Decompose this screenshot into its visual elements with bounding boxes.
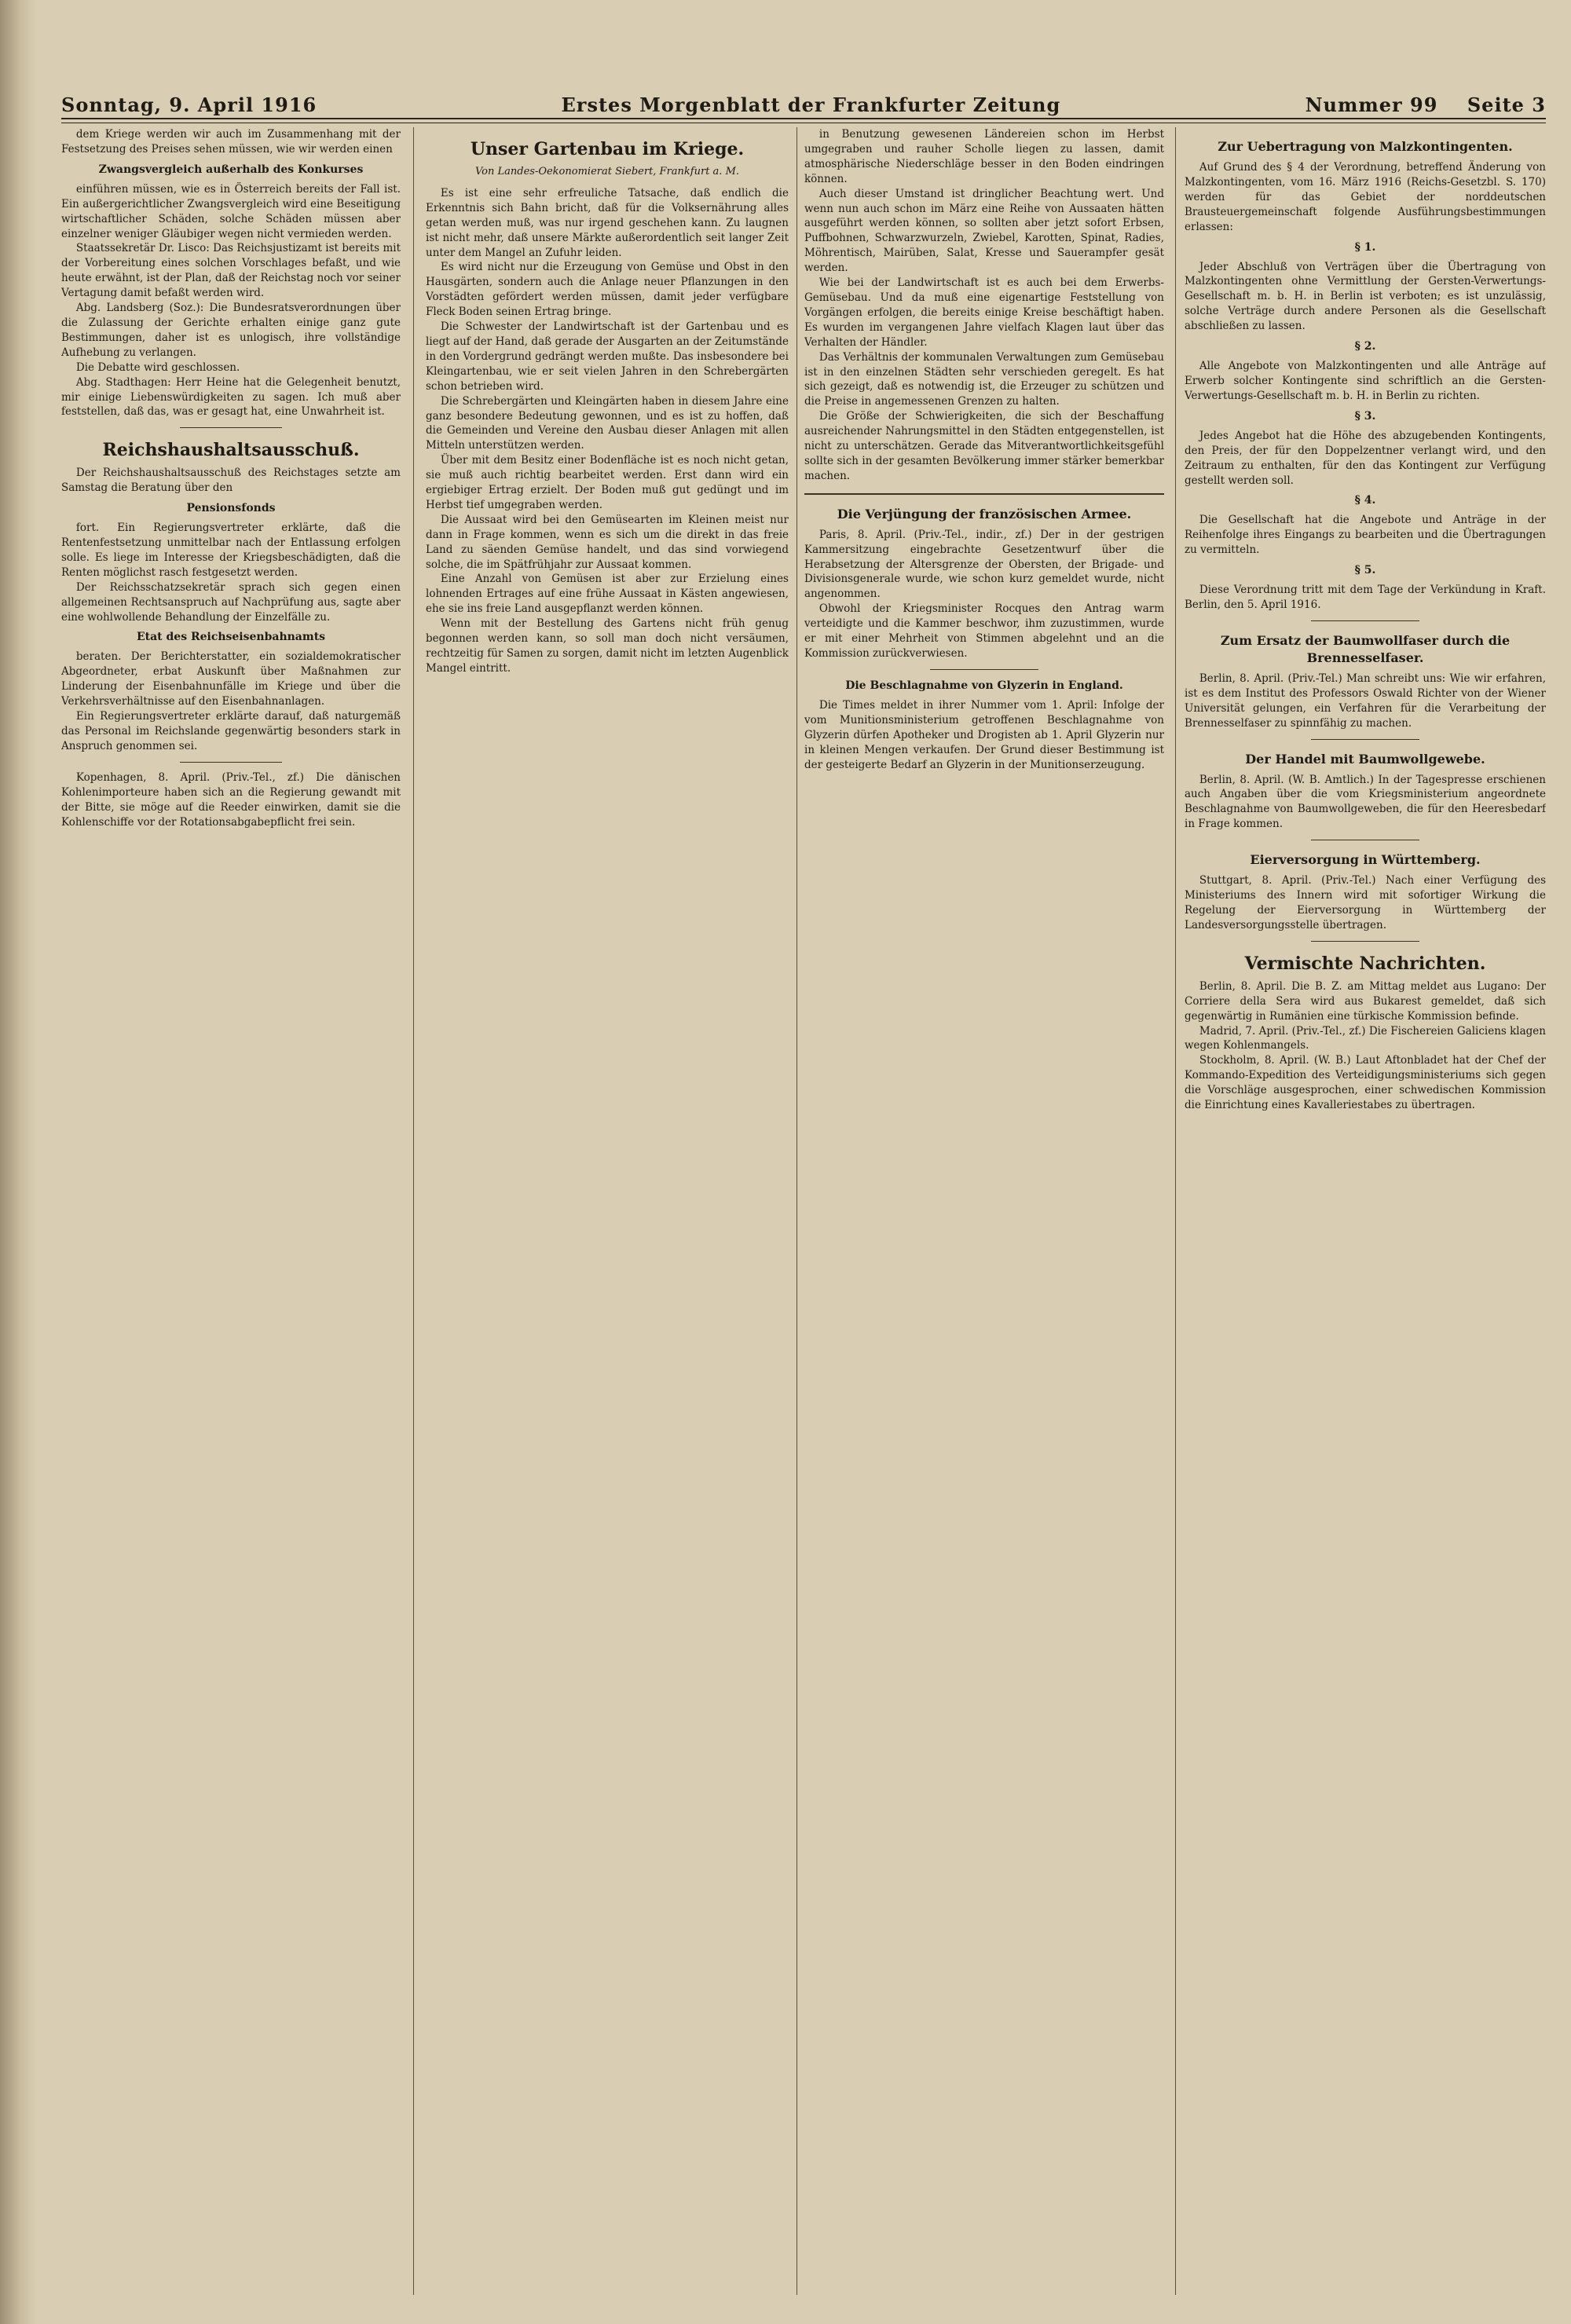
article-text: Die Größe der Schwierigkeiten, die sich der Beschaffung ausreichender Nahrungsmittel in den Städten entgegenstellen, ist nicht zu unterschätzen. Gerade das Mitverantwortlichkeitsgefühl sollte sich in der gesamten Bevölkerung immer stärker bemerkbar machen. [804, 410, 1164, 482]
article-text: beraten. Der Berichterstatter, ein sozialdemokratischer Abgeordneter, erbat Auskunft über Maßnahmen zur Linderung der Eisenbahnunfälle im Kriege und über die Verkehrsverhältnisse auf den Eisenbahnanlagen. [61, 650, 401, 708]
article-text: Auch dieser Umstand ist dringlicher Beachtung wert. Und wenn nun auch schon im März eine Reihe von Aussaaten hätten ausgeführt werden können, so sollten aber jetzt sofort Erbsen, Puffbohnen, Schwarzwurzeln, Zwiebel, Karotten, Spinat, Radies, Möhrentisch, Mairüben, Salat, Kresse und Sauerampfer gesät werden. [804, 187, 1164, 275]
article-text: Jedes Angebot hat die Höhe des abzugebenden Kontingents, den Preis, der für den Doppelzentner verlangt wird, und den Zeitraum zu enthalten, für den das Kontingent zur Verfügung gestellt werden soll. [1185, 429, 1546, 487]
article-text: Auf Grund des § 4 der Verordnung, betreffend Änderung von Malzkontingenten, vom 16. März 1916 (Reichs-Gesetzbl. S. 170) werden für das Gebiet der norddeutschen Brausteuergemeinschaft folgende Ausführungsbestimmungen erlassen: [1185, 161, 1546, 233]
article-text: Stuttgart, 8. April. (Priv.-Tel.) Nach einer Verfügung des Ministeriums des Innern wird mit sofortiger Wirkung die Regelung der Eierversorgung in Württemberg der Landesversorgungsstelle übertragen. [1185, 874, 1546, 931]
article-text: Alle Angebote von Malzkontingenten und alle Anträge auf Erwerb solcher Kontingente sind schriftlich an die Gersten-Verwertungs-Gesellschaft m. b. H. in Berlin zu richten. [1185, 360, 1546, 402]
article-headline: Die Verjüngung der französischen Armee. [837, 506, 1132, 522]
masthead-rule [61, 118, 1546, 123]
article-text: Kopenhagen, 8. April. (Priv.-Tel., zf.) Die dänischen Kohlenimporteure haben sich an die Regierung gewandt mit der Bitte, sie möge auf die Reeder einwirken, damit sie die Kohlenschiffe vor der Rotationsabgabepflicht frei sein. [61, 770, 401, 829]
column-rule [1175, 127, 1176, 2295]
article-headline: Reichshaushaltsausschuß. [102, 440, 360, 461]
article-text: Berlin, 8. April. (Priv.-Tel.) Man schreibt uns: Wie wir erfahren, ist es dem Institut des Professors Oswald Richter von der Wiener Universität gelungen, ein Verfahren für die Verarbeitung der Brennesselfaser zu spinnfähig zu machen. [1185, 672, 1546, 730]
article-text: einführen müssen, wie es in Österreich bereits der Fall ist. Ein außergerichtlicher Zwangsvergleich wird eine Beseitigung wirtschaftlicher Schäden, solche Schäden müssen aber einzelner weniger Gläubiger wegen nicht vermieden werden. [61, 182, 401, 240]
article-text: Abg. Stadthagen: Herr Heine hat die Gelegenheit benutzt, mir einige Liebenswürdigkeiten zu sagen. Ich muß aber feststellen, daß das, was er gesagt hat, eine Unwahrheit ist. [61, 375, 401, 419]
article-text: Der Reichshaushaltsausschuß des Reichstages setzte am Samstag die Beratung über den [61, 467, 401, 495]
section-heading: Zwangsvergleich außerhalb des Konkurses [98, 163, 364, 176]
article-text: Staatssekretär Dr. Lisco: Das Reichsjustizamt ist bereits mit der Vorbereitung eines solchen Vorschlages befaßt, und wie heute erwähnt, ist der Plan, daß der Reichstag noch vor seiner Vertagung damit befaßt werden wird. [61, 242, 401, 300]
paragraph-mark: § 3. [1354, 409, 1376, 423]
divider [804, 493, 1164, 495]
article-text: in Benutzung gewesenen Ländereien schon im Herbst umgegraben und rauher Scholle liegen zu lassen, damit atmosphärische Niederschläge besser in den Boden eindringen können. [804, 128, 1164, 185]
article-byline: Von Landes-Oekonomierat Siebert, Frankfurt a. M. [474, 166, 740, 178]
article-text: Die Schwester der Landwirtschaft ist der Gartenbau und es liegt auf der Hand, daß gerade der Ausgarten an der Zeitumstände in den Vordergrund gedrängt werden mußte. Das insbesondere bei Kleingartenbau, wie er seit vielen Jahren in den Schrebergärten schon betrieben wird. [426, 320, 789, 393]
article-headline: Eierversorgung in Württemberg. [1250, 852, 1481, 868]
article-text: Abg. Landsberg (Soz.): Die Bundesratsverordnungen über die Zulassung der Gerichte erhalten einige ganz gute Bestimmungen, daher ist es unlogisch, ihre vollständige Aufhebung zu verlangen. [61, 302, 401, 359]
section-heading: Pensionsfonds [186, 502, 276, 515]
divider [1311, 739, 1419, 740]
column-2 [426, 127, 789, 2295]
article-text: Die Debatte wird geschlossen. [75, 360, 240, 374]
article-text: Die Gesellschaft hat die Angebote und Anträge in der Reihenfolge ihres Eingangs zu bearbeiten und die Übertragungen zu vermitteln. [1185, 514, 1546, 557]
article-text: Diese Verordnung tritt mit dem Tage der Verkündung in Kraft. Berlin, den 5. April 1916. [1185, 584, 1546, 612]
column-3 [804, 127, 1164, 2295]
masthead [61, 86, 1546, 116]
column-rule [796, 127, 797, 2295]
masthead-page: Seite 3 [1467, 93, 1546, 116]
article-text: Es ist eine sehr erfreuliche Tatsache, daß endlich die Erkenntnis sich Bahn bricht, daß für die Volksernährung alles getan werden muß, was nur irgend geschehen kann. Zu laugnen ist nicht mehr, daß unsere Märkte außerordentlich seit langer Zeit unter dem Mangel an Zufuhr leiden. [426, 186, 789, 259]
book-spine [0, 0, 38, 2324]
column-1 [61, 127, 401, 2295]
article-text: Berlin, 8. April. Die B. Z. am Mittag meldet aus Lugano: Der Corriere della Sera wird aus Bukarest gemeldet, daß sich gegenwärtig in Rumänien eine türkische Kommission befinde. [1185, 979, 1546, 1023]
article-headline: Unser Gartenbau im Kriege. [470, 139, 745, 159]
article-text: Die Times meldet in ihrer Nummer vom 1. April: Infolge der vom Munitionsministerium getroffenen Beschlagnahme von Glyzerin dürfen Apotheker und Drogisten ab 1. April Glyzerin nur in kleinen Mengen verkaufen. Der Grund dieser Bestimmung ist der gesteigerte Bedarf an Glyzerin in der Munitionserzeugung. [804, 698, 1164, 771]
article-text: Ein Regierungsvertreter erklärte darauf, daß naturgemäß das Personal im Reichslande gegenwärtig besonders stark in Anspruch genommen sei. [61, 710, 401, 752]
newspaper-page [61, 86, 1554, 2301]
article-text: dem Kriege werden wir auch im Zusammenhang mit der Festsetzung des Preises sehen müssen, wie wir werden einen [61, 128, 401, 156]
article-headline: Der Handel mit Baumwollgewebe. [1245, 751, 1485, 767]
paragraph-mark: § 4. [1354, 494, 1376, 507]
masthead-date: Sonntag, 9. April 1916 [61, 93, 317, 116]
article-text: Jeder Abschluß von Verträgen über die Übertragung von Malzkontingenten ohne Vermittlung der Gersten-Verwertungs-Gesellschaft m. b. H. in Berlin ist verboten; es ist unzulässig, solche Verträge durch andere Personen als die Gesellschaft abschließen zu lassen. [1185, 260, 1546, 333]
article-text: Berlin, 8. April. (W. B. Amtlich.) In der Tagespresse erschienen auch Angaben über die vom Kriegsministerium angeordnete Beschlagnahme von Baumwollgeweben, die für den Heeresbedarf in Frage kommen. [1185, 773, 1546, 831]
column-4 [1185, 127, 1546, 2295]
paragraph-mark: § 1. [1354, 240, 1376, 254]
article-headline: Die Beschlagnahme von Glyzerin in England. [845, 679, 1123, 692]
article-text: Das Verhältnis der kommunalen Verwaltungen zum Gemüsebau ist in den einzelnen Städten sehr verschieden geregelt. Es hat sich gezeigt, daß es notwendig ist, die Erzeuger zu schützen und die Preise in angemessenen Grenzen zu halten. [804, 350, 1164, 408]
article-text: Wie bei der Landwirtschaft ist es auch bei dem Erwerbs-Gemüsebau. Und da muß eine eigenartige Feststellung von Vorgängen erfolgen, die bereits einige Kreise beschäftigt haben. Es wurden im vergangenen Jahre vielfach Klagen laut über das Verhalten der Händler. [804, 276, 1164, 349]
divider [180, 427, 282, 428]
divider [930, 669, 1038, 670]
section-heading: Etat des Reichseisenbahnamts [136, 631, 326, 644]
article-text: fort. Ein Regierungsvertreter erklärte, daß die Rentenfestsetzung unmittelbar nach der Entlassung erfolgen solle. Es liege im Interesse der Kriegsbeschädigten, daß die Renten möglichst rasch festgesetzt werden. [61, 522, 401, 579]
masthead-number: Nummer 99 [1305, 93, 1438, 116]
article-text: Der Reichsschatzsekretär sprach sich gegen einen allgemeinen Rechtsanspruch auf Nachprüfung aus, sagte aber eine wohlwollende Behandlung der Einzelfälle zu. [61, 580, 401, 624]
divider [1311, 620, 1419, 621]
article-text: Die Schrebergärten und Kleingärten haben in diesem Jahre eine ganz besondere Bedeutung gewonnen, und es ist zu hoffen, daß die Gemeinden und Vereine den Ausbau dieser Anlagen mit allen Mitteln unterstützen werden. [426, 394, 789, 452]
article-headline: Vermischte Nachrichten. [1244, 953, 1486, 974]
divider [1311, 941, 1419, 942]
article-text: Über mit dem Besitz einer Bodenfläche ist es noch nicht getan, sie muß auch richtig bearbeitet werden. Erst dann wird ein ergiebiger Ertrag erzielt. Der Boden muß gut gedüngt und im Herbst tief umgegraben werden. [426, 454, 789, 511]
article-text: Die Aussaat wird bei den Gemüsearten im Kleinen meist nur dann in Frage kommen, wenn es sich um die direkt in das freie Land zu säenden Gemüse handelt, und das sind vorwiegend solche, die im Spätfrühjahr zur Aussaat kommen. [426, 513, 789, 571]
masthead-number-page [1306, 93, 1546, 116]
article-text: Stockholm, 8. April. (W. B.) Laut Aftonbladet hat der Chef der Kommando-Expedition des Verteidigungsministeriums sich gegen die Vorschläge ausgesprochen, einer schwedischen Kommission die Einrichtung eines Kavalleriestabes zu übertragen. [1185, 1054, 1546, 1112]
paragraph-mark: § 2. [1354, 340, 1376, 353]
article-text: Es wird nicht nur die Erzeugung von Gemüse und Obst in den Hausgärten, sondern auch die Anlage neuer Pflanzungen in den Vorstädten gefördert werden müssen, damit jeder verfügbare Fleck Boden seinen Ertrag bringe. [426, 261, 789, 319]
paragraph-mark: § 5. [1354, 564, 1376, 577]
article-headline: Zur Uebertragung von Malzkontingenten. [1218, 139, 1513, 154]
column-rule [413, 127, 414, 2295]
masthead-edition: Erstes Morgenblatt der Frankfurter Zeitung [561, 93, 1061, 116]
article-headline: Zum Ersatz der Baumwollfaser durch die Brennesselfaser. [1220, 632, 1511, 665]
article-text: Madrid, 7. April. (Priv.-Tel., zf.) Die Fischereien Galiciens klagen wegen Kohlenmangels. [1185, 1024, 1546, 1052]
divider [180, 762, 282, 763]
article-text: Wenn mit der Bestellung des Gartens nicht früh genug begonnen werden kann, so soll man doch nicht versäumen, rechtzeitig für Samen zu sorgen, damit nicht im letzten Augenblick Mangel eintritt. [426, 617, 789, 675]
article-text: Eine Anzahl von Gemüsen ist aber zur Erzielung eines lohnenden Ertrages auf eine frühe Aussaat in Kästen angewiesen, ehe sie ins freie Land ausgepflanzt werden können. [426, 573, 789, 616]
article-text: Paris, 8. April. (Priv.-Tel., indir., zf.) Der in der gestrigen Kammersitzung eingebrachte Gesetzentwurf über die Herabsetzung der Altersgrenze der Obersten, der Brigade- und Divisionsgenerale wurde, wie schon kurz gemeldet wurde, nicht angenommen. [804, 528, 1164, 601]
article-text: Obwohl der Kriegsminister Rocques den Antrag warm verteidigte und die Kammer beschwor, ihm zuzustimmen, wurde er mit einer Mehrheit von Stimmen abgelehnt und an die Kommission zurückverwiesen. [804, 602, 1164, 660]
